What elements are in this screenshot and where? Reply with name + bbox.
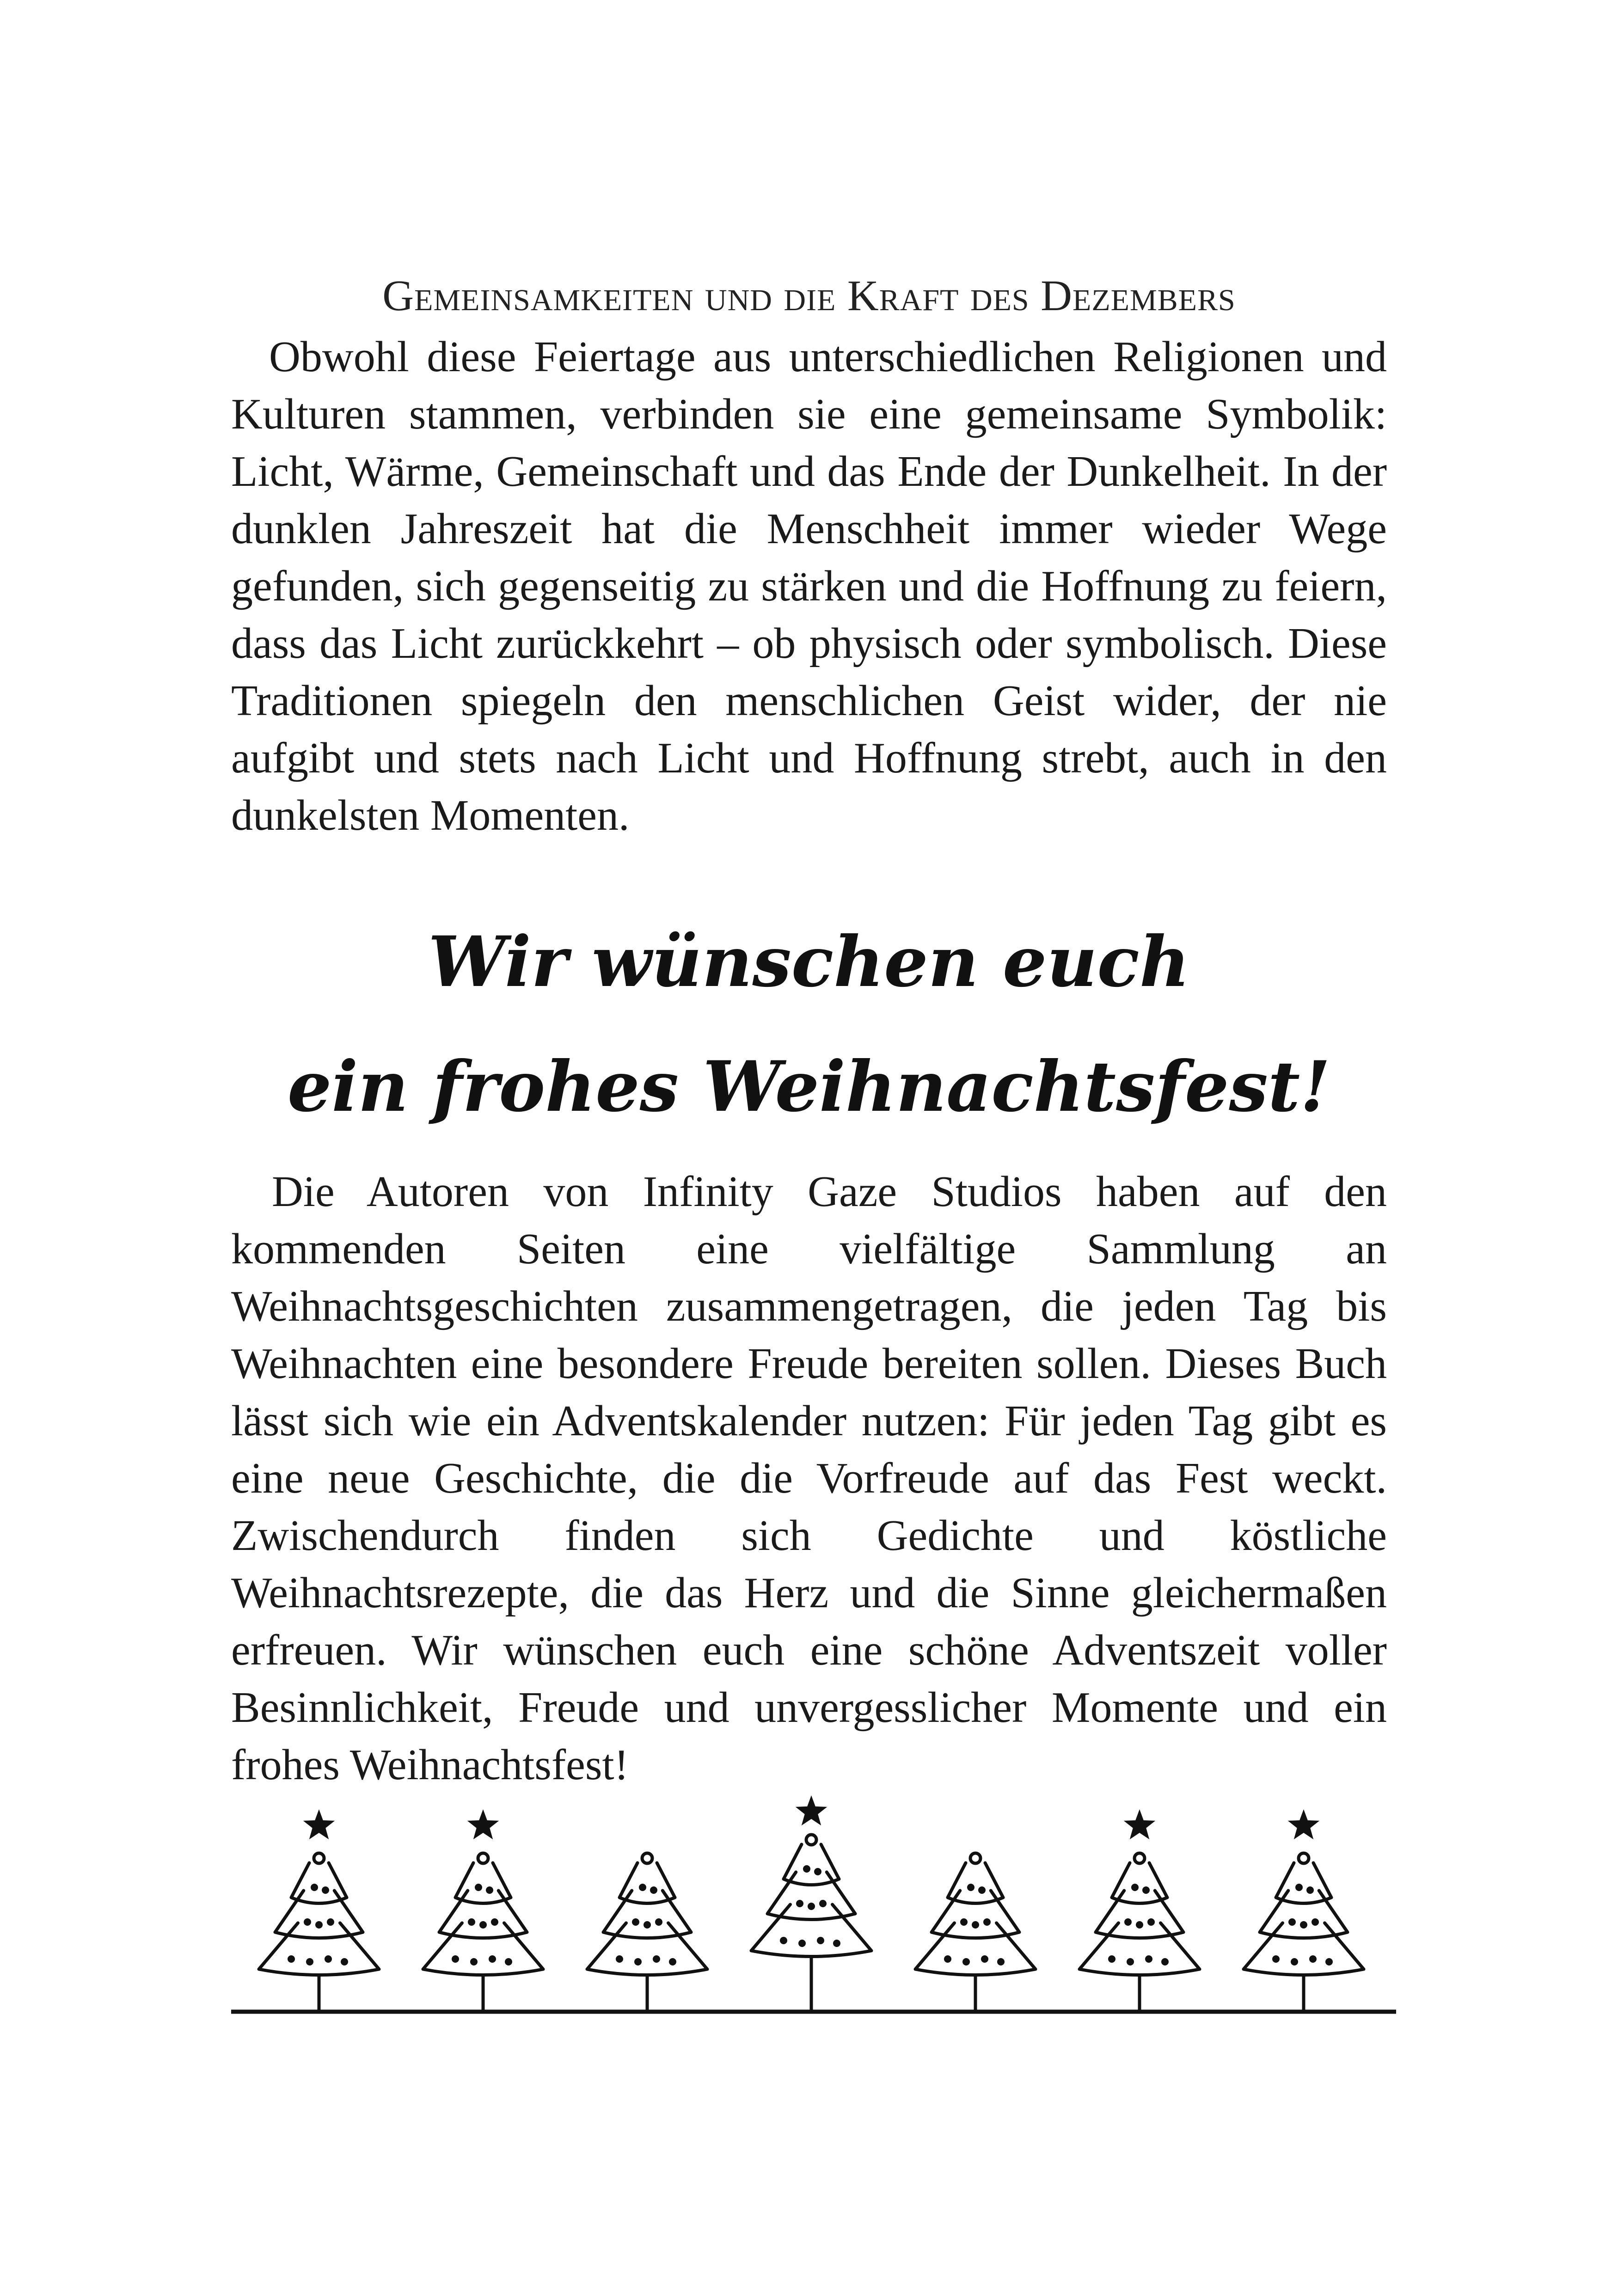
star-icon — [1124, 1809, 1155, 1839]
christmas-tree-icon — [587, 1853, 707, 2010]
greeting-line-2: ein frohes Weihnachtsfest! — [287, 1046, 1331, 1127]
star-icon — [796, 1795, 827, 1825]
christmas-tree-icon — [1244, 1809, 1364, 2010]
star-icon — [467, 1809, 499, 1839]
section-paragraph: Obwohl diese Feiertage aus unterschiedlichen Religionen und Kulturen stammen, verbinden sie eine gemeinsame Symbolik: Licht, Wärme, Gemeinschaft und das Ende der Dunkelheit. In der dunklen Jahreszeit hat die Menschheit immer wieder Wege gefunden, sich gegenseitig zu stärken und die Hoffnung zu feiern, dass das Licht zurückkehrt – ob physisch oder symbolisch. Diese Traditionen spiegeln den menschlichen Geist wider, der nie aufgibt und stets nach Licht und Hoffnung strebt, auch in den dunkelsten Momenten. — [231, 333, 1387, 839]
page-content — [231, 268, 1387, 1794]
christmas-tree-icon — [423, 1809, 543, 2010]
christmas-tree-icon — [1079, 1809, 1200, 2010]
greeting-line-1: Wir wünschen euch — [428, 921, 1190, 1003]
christmas-tree-icon — [915, 1853, 1036, 2010]
christmas-trees-decoration — [231, 1784, 1396, 2025]
christmas-tree-icon — [259, 1809, 379, 2010]
intro-paragraph: Die Autoren von Infinity Gaze Studios haben auf den kommenden Seiten eine vielfältige Sammlung an Weihnachtsgeschichten zusammengetragen, die jeden Tag bis Weihnachten eine besondere Freude bereiten sollen. Dieses Buch lässt sich wie ein Adventskalender nutzen: Für jeden Tag gibt es eine neue Geschichte, die die Vorfreude auf das Fest weckt. Zwischendurch finden sich Gedichte und köstliche Weihnachtsrezepte, die das Herz und die Sinne gleichermaßen erfreuen. Wir wünschen euch eine schöne Adventszeit voller Besinnlichkeit, Freude und unvergesslicher Momente und ein frohes Weihnachtsfest! — [231, 1168, 1387, 1789]
section-heading: Gemeinsamkeiten und die Kraft des Dezembers — [382, 272, 1236, 320]
star-icon — [1288, 1809, 1319, 1839]
christmas-tree-icon — [751, 1795, 871, 2010]
greeting-title — [231, 900, 1387, 1149]
star-icon — [303, 1809, 335, 1839]
